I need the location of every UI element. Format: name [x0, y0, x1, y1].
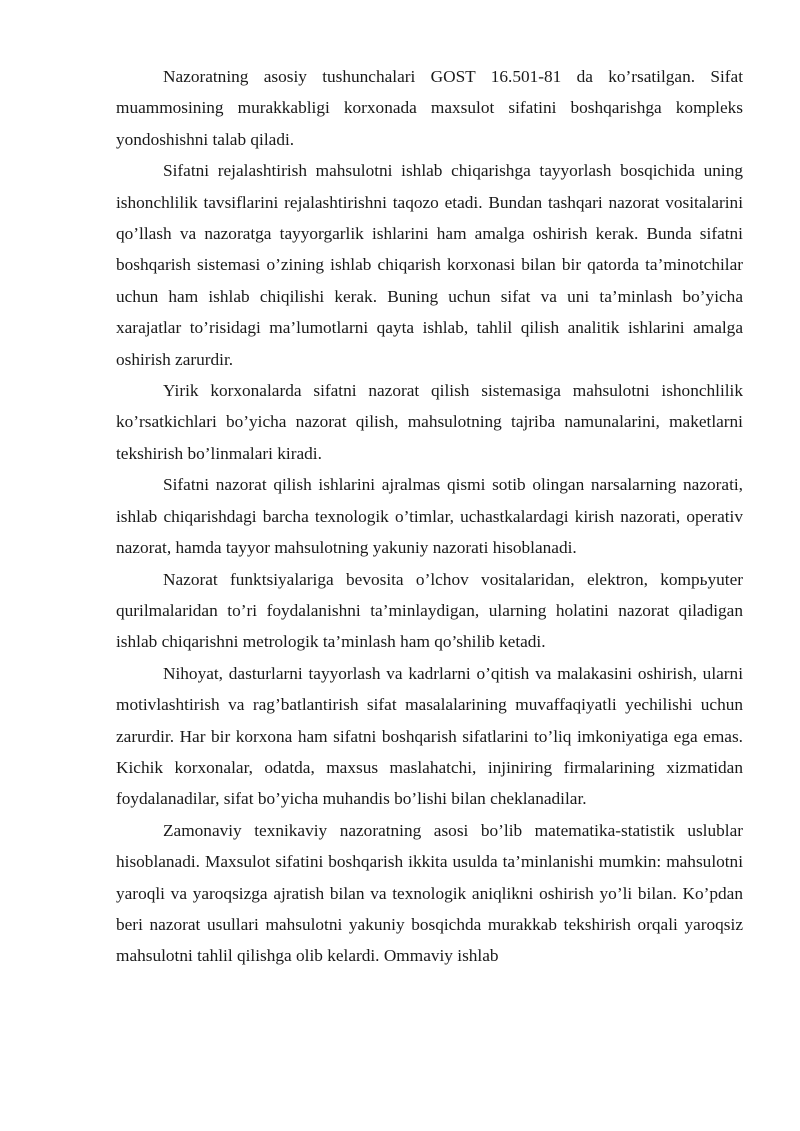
paragraph-quality-control-parts: Sifatni nazorat qilish ishlarini ajralmas qismi sotib olingan narsalarning nazorati, ishlab chiqarishdagi barcha texnologik o’timlar, uchastkalardagi kirish nazorati, operativ nazorat, hamda tayyor mahsulotning yakuniy nazorati hisoblanadi.: [116, 475, 743, 558]
paragraph-statistical-methods: Zamonaviy texnikaviy nazoratning asosi bo’lib matematika-statistik uslublar hisoblanadi. Maxsulot sifatini boshqarish ikkita usulda ta’minlanishi mumkin: mahsulotni yaroqli va yaroqsizga ajratish bilan va texnologik aniqlikni oshirish yo’li bilan. Ko’pdan beri nazorat usullari mahsulotni yakuniy bosqichda murakkab tekshirish orqali yaroqsiz mahsulotni tahlil qilishga olib kelardi. Ommaviy ishlab: [116, 820, 743, 966]
paragraph-gost-concepts: Nazoratning asosiy tushunchalari GOST 16.501-81 da ko’rsatilgan. Sifat muammosining murakkabligi korxonada maxsulot sifatini boshqarishga kompleks yondoshishni talab qiladi.: [116, 67, 743, 149]
paragraph-training-and-motivation: Nihoyat, dasturlarni tayyorlash va kadrlarni o’qitish va malakasini oshirish, ularni motivlashtirish va rag’batlantirish sifat masalalarining muvaffaqiyatli yechilishi uchun zarurdir. Har bir korxona ham sifatni boshqarish sifatlarini to’liq imkoniyatiga ega emas. Kichik korxonalar, odatda, maxsus maslahatchi, injiniring firmalarining xizmatidan foydalanadilar, sifat bo’yicha muhandis bo’lishi bilan cheklanadilar.: [116, 663, 743, 809]
paragraph-quality-planning: Sifatni rejalashtirish mahsulotni ishlab chiqarishga tayyorlash bosqichida uning ishonchlilik tavsiflarini rejalashtirishni taqozo etadi. Bundan tashqari nazorat vositalarini qo’llash va nazoratga tayyorgarlik ishlarini ham amalga oshirish kerak. Bunda sifatni boshqarish sistemasi o’zining ishlab chiqarish korxonasi bilan bir qatorda ta’minotchilar uchun ham ishlab chiqilishi kerak. Buning uchun sifat va uni ta’minlash bo’yicha xarajatlar to’risidagi ma’lumotlarni qayta ishlab, tahlil qilish analitik ishlarini amalga oshirish zarurdir.: [116, 161, 743, 369]
paragraph-control-functions: Nazorat funktsiyalariga bevosita o’lchov vositalaridan, elektron, kompьyuter qurilmalaridan to’ri foydalanishni ta’minlaydigan, ularning holatini nazorat qiladigan ishlab chiqarishni metrologik ta’minlash ham qo’shilib ketadi.: [116, 569, 743, 652]
paragraph-large-enterprises: Yirik korxonalarda sifatni nazorat qilish sistemasiga mahsulotni ishonchlilik ko’rsatkichlari bo’yicha nazorat qilish, mahsulotning tajriba namunalarini, maketlarni tekshirish bo’linmalari kiradi.: [116, 381, 743, 463]
